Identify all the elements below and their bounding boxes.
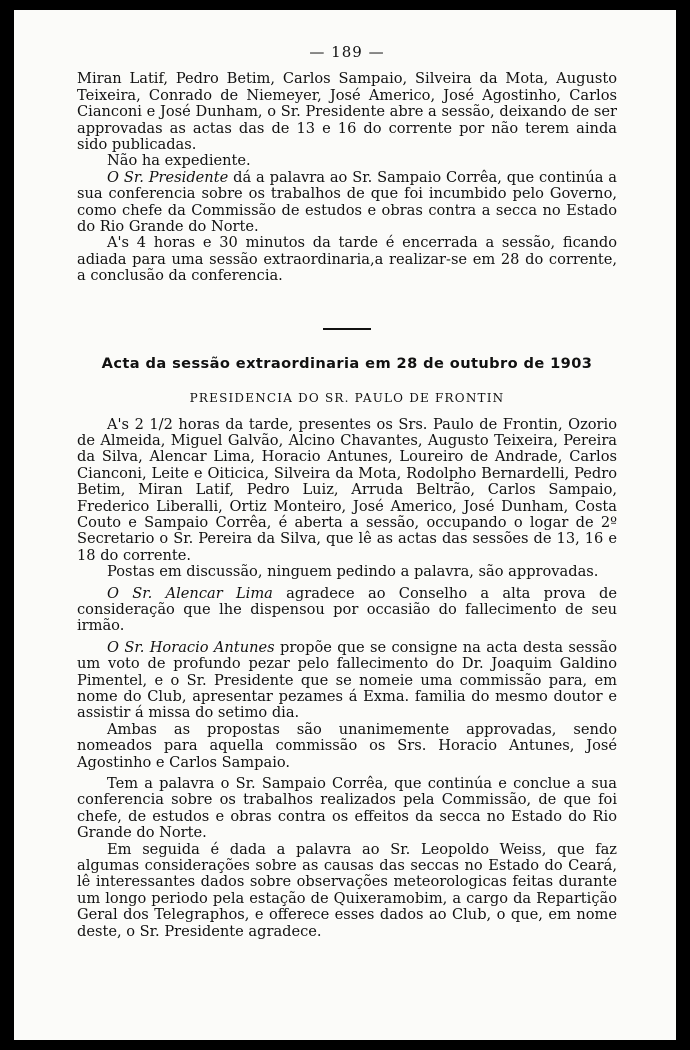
section-paragraph-4 bbox=[77, 640, 617, 722]
section-paragraph-5: Ambas as propostas são unanimemente approvadas, sendo nomeados para aquella commissão os Srs. Horacio Antunes, José Agostinho e Carlos Sampaio. bbox=[77, 720, 617, 771]
section-title: Acta da sessão extraordinaria em 28 de outubro de 1903 bbox=[101, 354, 593, 372]
presidency-heading: PRESIDENCIA DO SR. PAULO DE FRONTIN bbox=[189, 391, 505, 406]
section-paragraph-3 bbox=[77, 586, 617, 635]
section-paragraph-2: Postas em discussão, ninguem pedindo a palavra, são approvadas. bbox=[107, 563, 599, 581]
section-divider bbox=[323, 328, 371, 330]
intro-paragraph-4: A's 4 horas e 30 minutos da tarde é encerrada a sessão, ficando adiada para uma sessão extraordinaria,a realizar-se em 28 do corrente, a conclusão da conferencia. bbox=[77, 234, 617, 285]
document-page bbox=[14, 10, 676, 1040]
section-paragraph-6: Tem a palavra o Sr. Sampaio Corrêa, que continúa e conclue a sua conferencia sobre os trabalhos realizados pela Commissão, de que foi chefe, de estudos e obras contra os effeitos da secca no Estado do Rio Grande do Norte. bbox=[77, 775, 617, 842]
speaker-name: O Sr. Alencar Lima bbox=[107, 584, 273, 602]
paragraph-text: agradece ao Conselho a alta prova de consideração que lhe dispensou por occasião do fallecimento de seu irmão. bbox=[77, 584, 617, 635]
paragraph-text: propõe que se consigne na acta desta sessão um voto de profundo pezar pelo fallecimento do Dr. Joaquim Galdino Pimentel, e o Sr. Presidente que se nomeie uma commissão para, em nome do Club, apresentar pezames á Exma. familia do mesmo doutor e assistir á missa do setimo dia. bbox=[77, 638, 617, 722]
speaker-name: O Sr. Presidente bbox=[107, 168, 229, 186]
paragraph-text: dá a palavra ao Sr. Sampaio Corrêa, que continúa a sua conferencia sobre os trabalhos de que foi incumbido pelo Governo, como chefe da Commissão de estudos e obras contra a secca no Estado do Rio Grande do Norte. bbox=[77, 168, 618, 236]
page-number: — 189 — bbox=[309, 43, 385, 61]
intro-paragraph-2: Não ha expediente. bbox=[107, 152, 251, 170]
section-paragraph-7: Em seguida é dada a palavra ao Sr. Leopoldo Weiss, que faz algumas considerações sobre as causas das seccas no Estado do Ceará, lê interessantes dados sobre observações meteorologicas feitas durante um longo periodo pela estação de Quixeramobim, a cargo da Repartição Geral dos Telegraphos, e offerece esses dados ao Club, o que, em nome deste, o Sr. Presidente agradece. bbox=[77, 840, 617, 940]
section-paragraph-1: A's 2 1/2 horas da tarde, presentes os Srs. Paulo de Frontin, Ozorio de Almeida, Miguel Galvão, Alcino Chavantes, Augusto Teixeira, Pereira da Silva, Alencar Lima, Horacio Antunes, Loureiro de Andrade, Carlos Cianconi, Leite e Oiticica, Silveira da Mota, Rodolpho Bernardelli, Pedro Betim, Miran Latif, Pedro Luiz, Arruda Beltrão, Carlos Sampaio, Frederico Liberalli, Ortiz Monteiro, José Americo, José Dunham, Costa Couto e Sampaio Corrêa, é aberta a sessão, occupando o logar de 2º Secretario o Sr. Pereira da Silva, que lê as actas das sessões de 13, 16 e 18 do corrente. bbox=[77, 415, 617, 564]
page-content bbox=[77, 10, 617, 940]
intro-paragraph-3 bbox=[77, 170, 617, 236]
speaker-name: O Sr. Horacio Antunes bbox=[107, 638, 275, 656]
intro-paragraph-1: Miran Latif, Pedro Betim, Carlos Sampaio, Silveira da Mota, Augusto Teixeira, Conrado de Niemeyer, José Americo, José Agostinho, Carlos Cianconi e José Dunham, o Sr. Presidente abre a sessão, deixando de ser approvadas as actas das de 13 e 16 do corrente por não terem ainda sido publicadas. bbox=[77, 70, 617, 154]
